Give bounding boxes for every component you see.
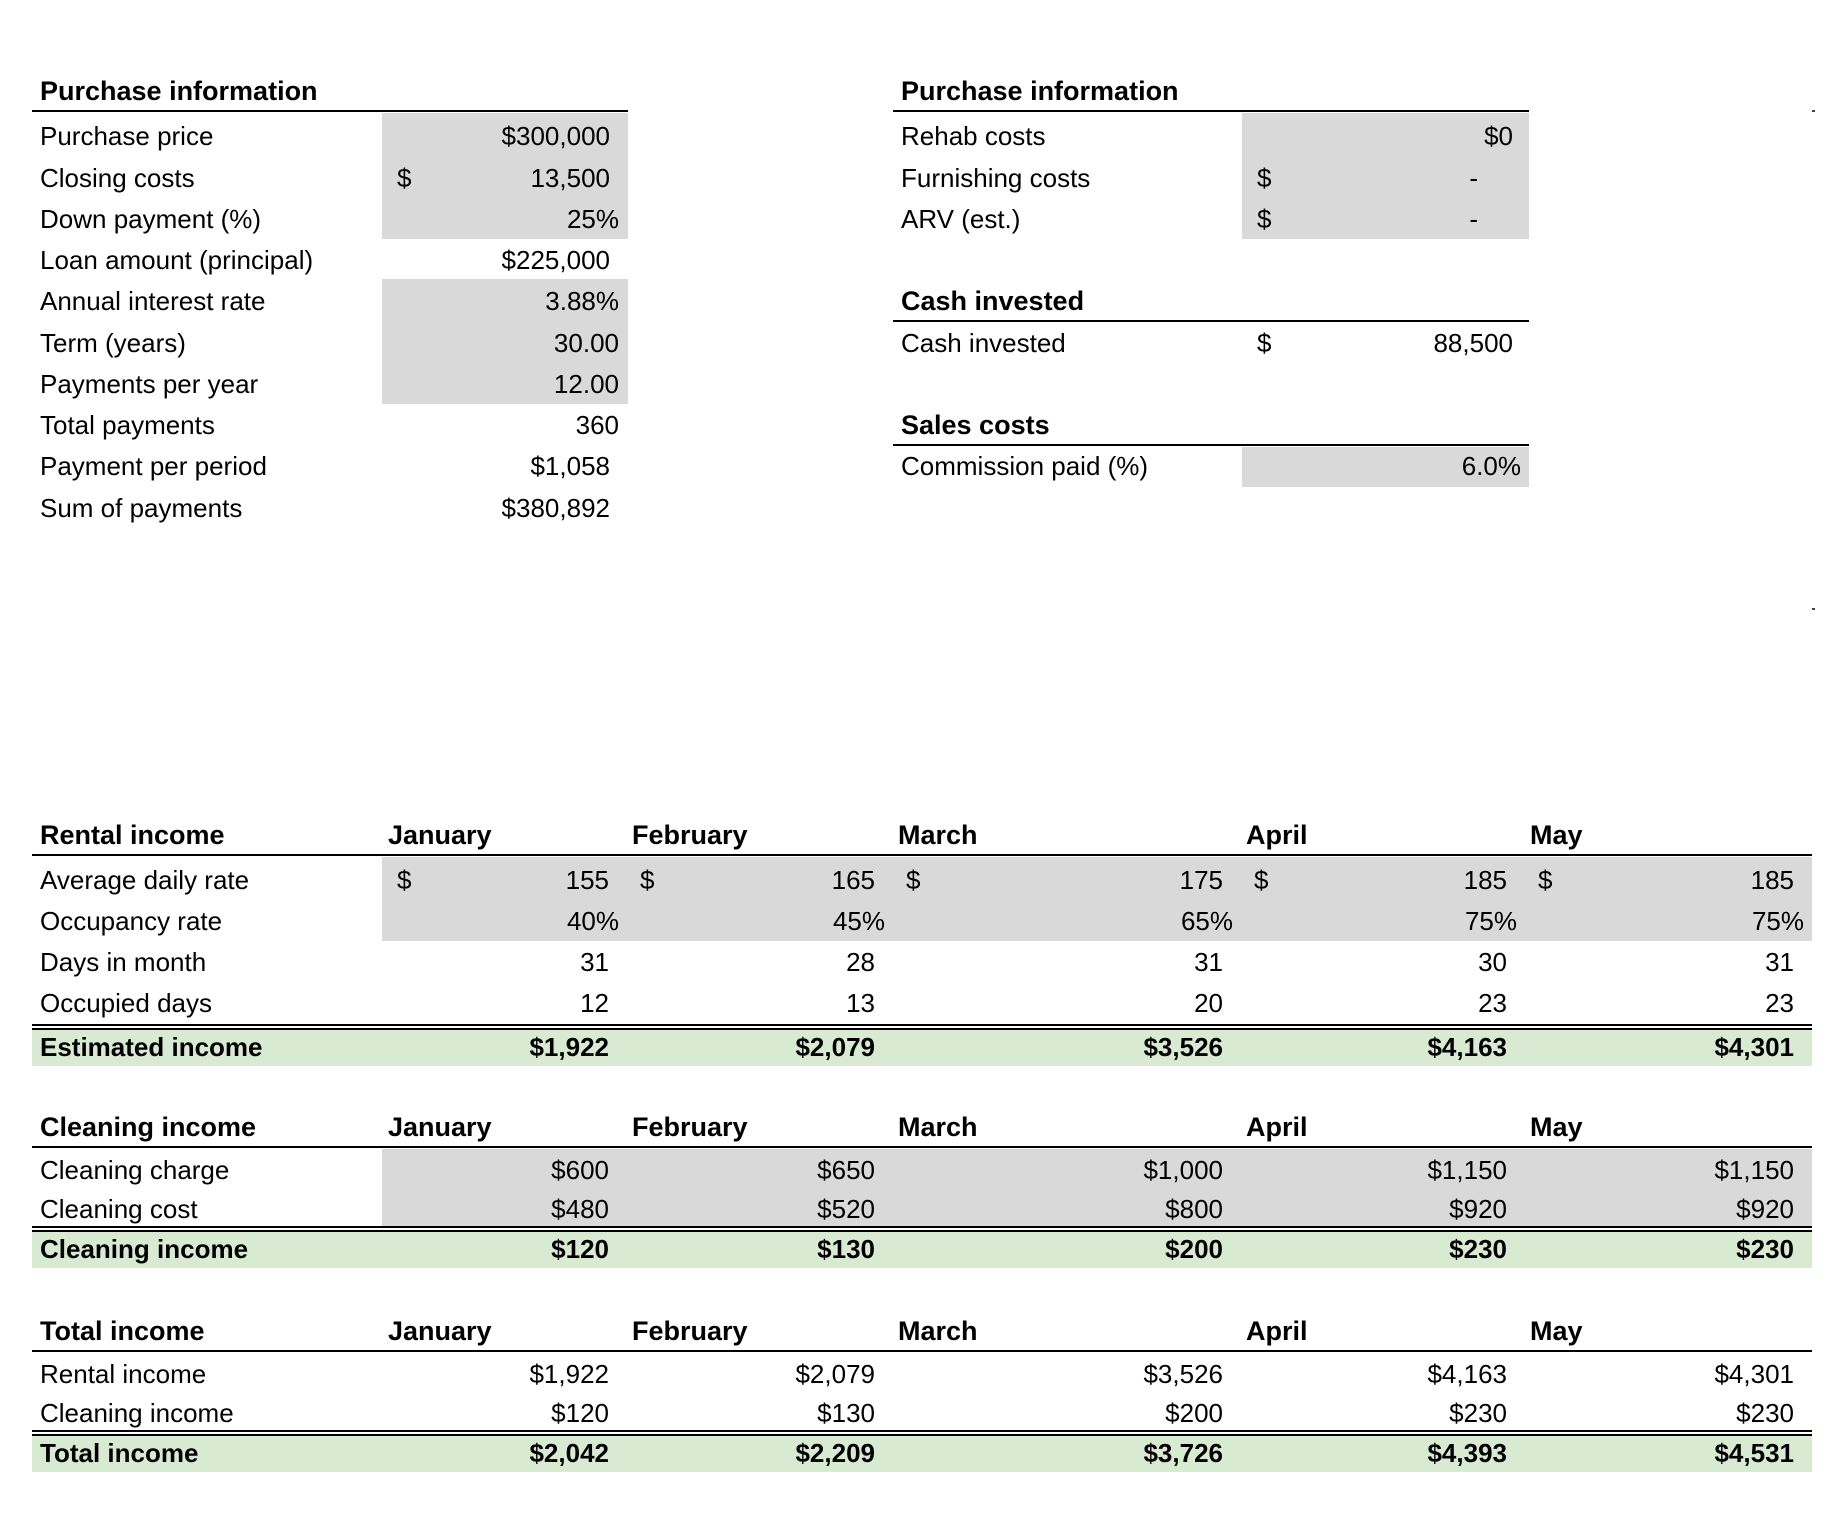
purchase-info-right bbox=[893, 76, 1533, 496]
row-label: Occupancy rate bbox=[40, 906, 223, 936]
month-header: March bbox=[898, 820, 978, 850]
currency-symbol: $ bbox=[1257, 163, 1272, 193]
month-value: $230 bbox=[1449, 1234, 1507, 1264]
row-value[interactable]: - bbox=[1469, 163, 1478, 193]
month-value: $3,526 bbox=[1143, 1032, 1223, 1062]
month-value[interactable]: $920 bbox=[1736, 1194, 1794, 1224]
month-value[interactable]: 165 bbox=[831, 865, 875, 895]
row-label: Sum of payments bbox=[40, 493, 243, 523]
header-rule bbox=[893, 444, 1529, 446]
month-header: February bbox=[632, 1112, 748, 1142]
row-value[interactable]: 3.88% bbox=[545, 286, 619, 316]
month-value: 31 bbox=[1194, 947, 1223, 977]
row-value: $380,892 bbox=[501, 493, 610, 523]
month-value[interactable]: $1,150 bbox=[1714, 1155, 1794, 1185]
month-value: $4,301 bbox=[1714, 1359, 1794, 1389]
section-title: Rental income bbox=[40, 820, 225, 850]
month-value: 30 bbox=[1478, 947, 1507, 977]
month-value: $2,209 bbox=[795, 1438, 875, 1468]
row-value: 360 bbox=[575, 410, 619, 440]
currency-symbol: $ bbox=[906, 865, 921, 895]
cell-mark bbox=[1812, 110, 1815, 112]
month-value: $120 bbox=[551, 1234, 609, 1264]
month-header: March bbox=[898, 1316, 978, 1346]
month-value[interactable]: 40% bbox=[566, 906, 619, 936]
currency-symbol: $ bbox=[640, 865, 655, 895]
row-value[interactable]: 30.00 bbox=[553, 328, 619, 358]
month-value: $200 bbox=[1165, 1398, 1223, 1428]
currency-symbol: $ bbox=[397, 865, 412, 895]
row-label: Term (years) bbox=[40, 328, 186, 358]
rental-income-table bbox=[32, 820, 1812, 1070]
row-label: Rental income bbox=[40, 1359, 207, 1389]
section-title: Cleaning income bbox=[40, 1112, 257, 1142]
cell-mark bbox=[1812, 608, 1815, 610]
row-label: Loan amount (principal) bbox=[40, 245, 314, 275]
currency-symbol: $ bbox=[397, 163, 412, 193]
row-value[interactable]: $300,000 bbox=[501, 121, 610, 151]
month-header: March bbox=[898, 1112, 978, 1142]
month-value: $2,079 bbox=[795, 1032, 875, 1062]
sales-costs-title: Sales costs bbox=[901, 410, 1050, 440]
month-value[interactable]: 185 bbox=[1750, 865, 1794, 895]
row-label: Occupied days bbox=[40, 988, 212, 1018]
month-value: $4,163 bbox=[1427, 1032, 1507, 1062]
row-value: $1,058 bbox=[530, 451, 610, 481]
month-value[interactable]: $520 bbox=[817, 1194, 875, 1224]
header-rule bbox=[893, 320, 1529, 322]
row-label: ARV (est.) bbox=[901, 204, 1021, 234]
row-label: Cleaning income bbox=[40, 1398, 234, 1428]
month-value: $4,163 bbox=[1427, 1359, 1507, 1389]
month-value: $3,526 bbox=[1143, 1359, 1223, 1389]
month-header: May bbox=[1530, 1112, 1583, 1142]
month-value: $230 bbox=[1736, 1234, 1794, 1264]
month-value: 31 bbox=[580, 947, 609, 977]
header-rule bbox=[32, 854, 1812, 856]
month-header: May bbox=[1530, 1316, 1583, 1346]
row-label: Estimated income bbox=[40, 1032, 263, 1062]
cleaning-income-table bbox=[32, 1112, 1812, 1272]
month-value: 31 bbox=[1765, 947, 1794, 977]
currency-symbol: $ bbox=[1257, 204, 1272, 234]
currency-symbol: $ bbox=[1538, 865, 1553, 895]
row-label: Commission paid (%) bbox=[901, 451, 1149, 481]
month-value: $2,042 bbox=[529, 1438, 609, 1468]
row-value[interactable]: 6.0% bbox=[1461, 451, 1521, 481]
row-label: Annual interest rate bbox=[40, 286, 266, 316]
month-value[interactable]: $920 bbox=[1449, 1194, 1507, 1224]
row-label: Cleaning charge bbox=[40, 1155, 230, 1185]
header-rule bbox=[32, 1350, 1812, 1352]
row-label: Total income bbox=[40, 1438, 199, 1468]
month-header: February bbox=[632, 1316, 748, 1346]
month-value: $1,922 bbox=[529, 1032, 609, 1062]
row-value[interactable]: 13,500 bbox=[530, 163, 610, 193]
month-header: January bbox=[388, 1112, 492, 1142]
month-value[interactable]: $1,000 bbox=[1143, 1155, 1223, 1185]
section-title: Purchase information bbox=[901, 76, 1179, 106]
section-title: Purchase information bbox=[40, 76, 318, 106]
row-label: Cleaning cost bbox=[40, 1194, 198, 1224]
month-value: 28 bbox=[846, 947, 875, 977]
month-value[interactable]: 155 bbox=[565, 865, 609, 895]
month-value: $4,531 bbox=[1714, 1438, 1794, 1468]
currency-symbol: $ bbox=[1257, 328, 1272, 358]
month-value[interactable]: 75% bbox=[1751, 906, 1804, 936]
month-value: $230 bbox=[1449, 1398, 1507, 1428]
row-value[interactable]: - bbox=[1469, 204, 1478, 234]
row-label: Cleaning income bbox=[40, 1234, 249, 1264]
total-income-table bbox=[32, 1316, 1812, 1476]
month-value: $120 bbox=[551, 1398, 609, 1428]
month-value[interactable]: 185 bbox=[1463, 865, 1507, 895]
row-label: Down payment (%) bbox=[40, 204, 262, 234]
row-label: Payment per period bbox=[40, 451, 267, 481]
month-value[interactable]: 45% bbox=[832, 906, 885, 936]
month-value: 20 bbox=[1194, 988, 1223, 1018]
month-value: 12 bbox=[580, 988, 609, 1018]
row-label: Cash invested bbox=[901, 328, 1066, 358]
row-label: Total payments bbox=[40, 410, 215, 440]
month-value: 23 bbox=[1765, 988, 1794, 1018]
month-value: $130 bbox=[817, 1398, 875, 1428]
month-header: May bbox=[1530, 820, 1583, 850]
row-label: Average daily rate bbox=[40, 865, 250, 895]
row-value: 88,500 bbox=[1433, 328, 1513, 358]
month-value: $130 bbox=[817, 1234, 875, 1264]
section-title: Total income bbox=[40, 1316, 205, 1346]
month-value[interactable]: $1,150 bbox=[1427, 1155, 1507, 1185]
row-label: Purchase price bbox=[40, 121, 214, 151]
month-value: $2,079 bbox=[795, 1359, 875, 1389]
header-rule bbox=[893, 110, 1529, 112]
month-value: 13 bbox=[846, 988, 875, 1018]
purchase-info-left bbox=[32, 76, 632, 536]
month-value: $200 bbox=[1165, 1234, 1223, 1264]
header-rule bbox=[32, 110, 628, 112]
month-value[interactable]: $600 bbox=[551, 1155, 609, 1185]
month-header: April bbox=[1246, 1112, 1308, 1142]
currency-symbol: $ bbox=[1254, 865, 1269, 895]
row-label: Rehab costs bbox=[901, 121, 1046, 151]
row-value: $225,000 bbox=[501, 245, 610, 275]
row-label: Furnishing costs bbox=[901, 163, 1091, 193]
month-header: February bbox=[632, 820, 748, 850]
row-label: Days in month bbox=[40, 947, 207, 977]
row-value[interactable]: $0 bbox=[1484, 121, 1513, 151]
month-value: $3,726 bbox=[1143, 1438, 1223, 1468]
row-label: Payments per year bbox=[40, 369, 259, 399]
row-value[interactable]: 25% bbox=[566, 204, 619, 234]
month-value: $230 bbox=[1736, 1398, 1794, 1428]
month-value: $1,922 bbox=[529, 1359, 609, 1389]
month-value[interactable]: 75% bbox=[1464, 906, 1517, 936]
cash-invested-title: Cash invested bbox=[901, 286, 1085, 316]
month-value[interactable]: $800 bbox=[1165, 1194, 1223, 1224]
month-header: April bbox=[1246, 1316, 1308, 1346]
month-value: $4,301 bbox=[1714, 1032, 1794, 1062]
row-label: Closing costs bbox=[40, 163, 195, 193]
row-value[interactable]: 12.00 bbox=[553, 369, 619, 399]
month-value[interactable]: 175 bbox=[1179, 865, 1223, 895]
month-value[interactable]: $650 bbox=[817, 1155, 875, 1185]
month-value[interactable]: $480 bbox=[551, 1194, 609, 1224]
month-header: January bbox=[388, 1316, 492, 1346]
month-header: January bbox=[388, 820, 492, 850]
month-value: $4,393 bbox=[1427, 1438, 1507, 1468]
month-header: April bbox=[1246, 820, 1308, 850]
header-rule bbox=[32, 1146, 1812, 1148]
month-value[interactable]: 65% bbox=[1180, 906, 1233, 936]
month-value: 23 bbox=[1478, 988, 1507, 1018]
